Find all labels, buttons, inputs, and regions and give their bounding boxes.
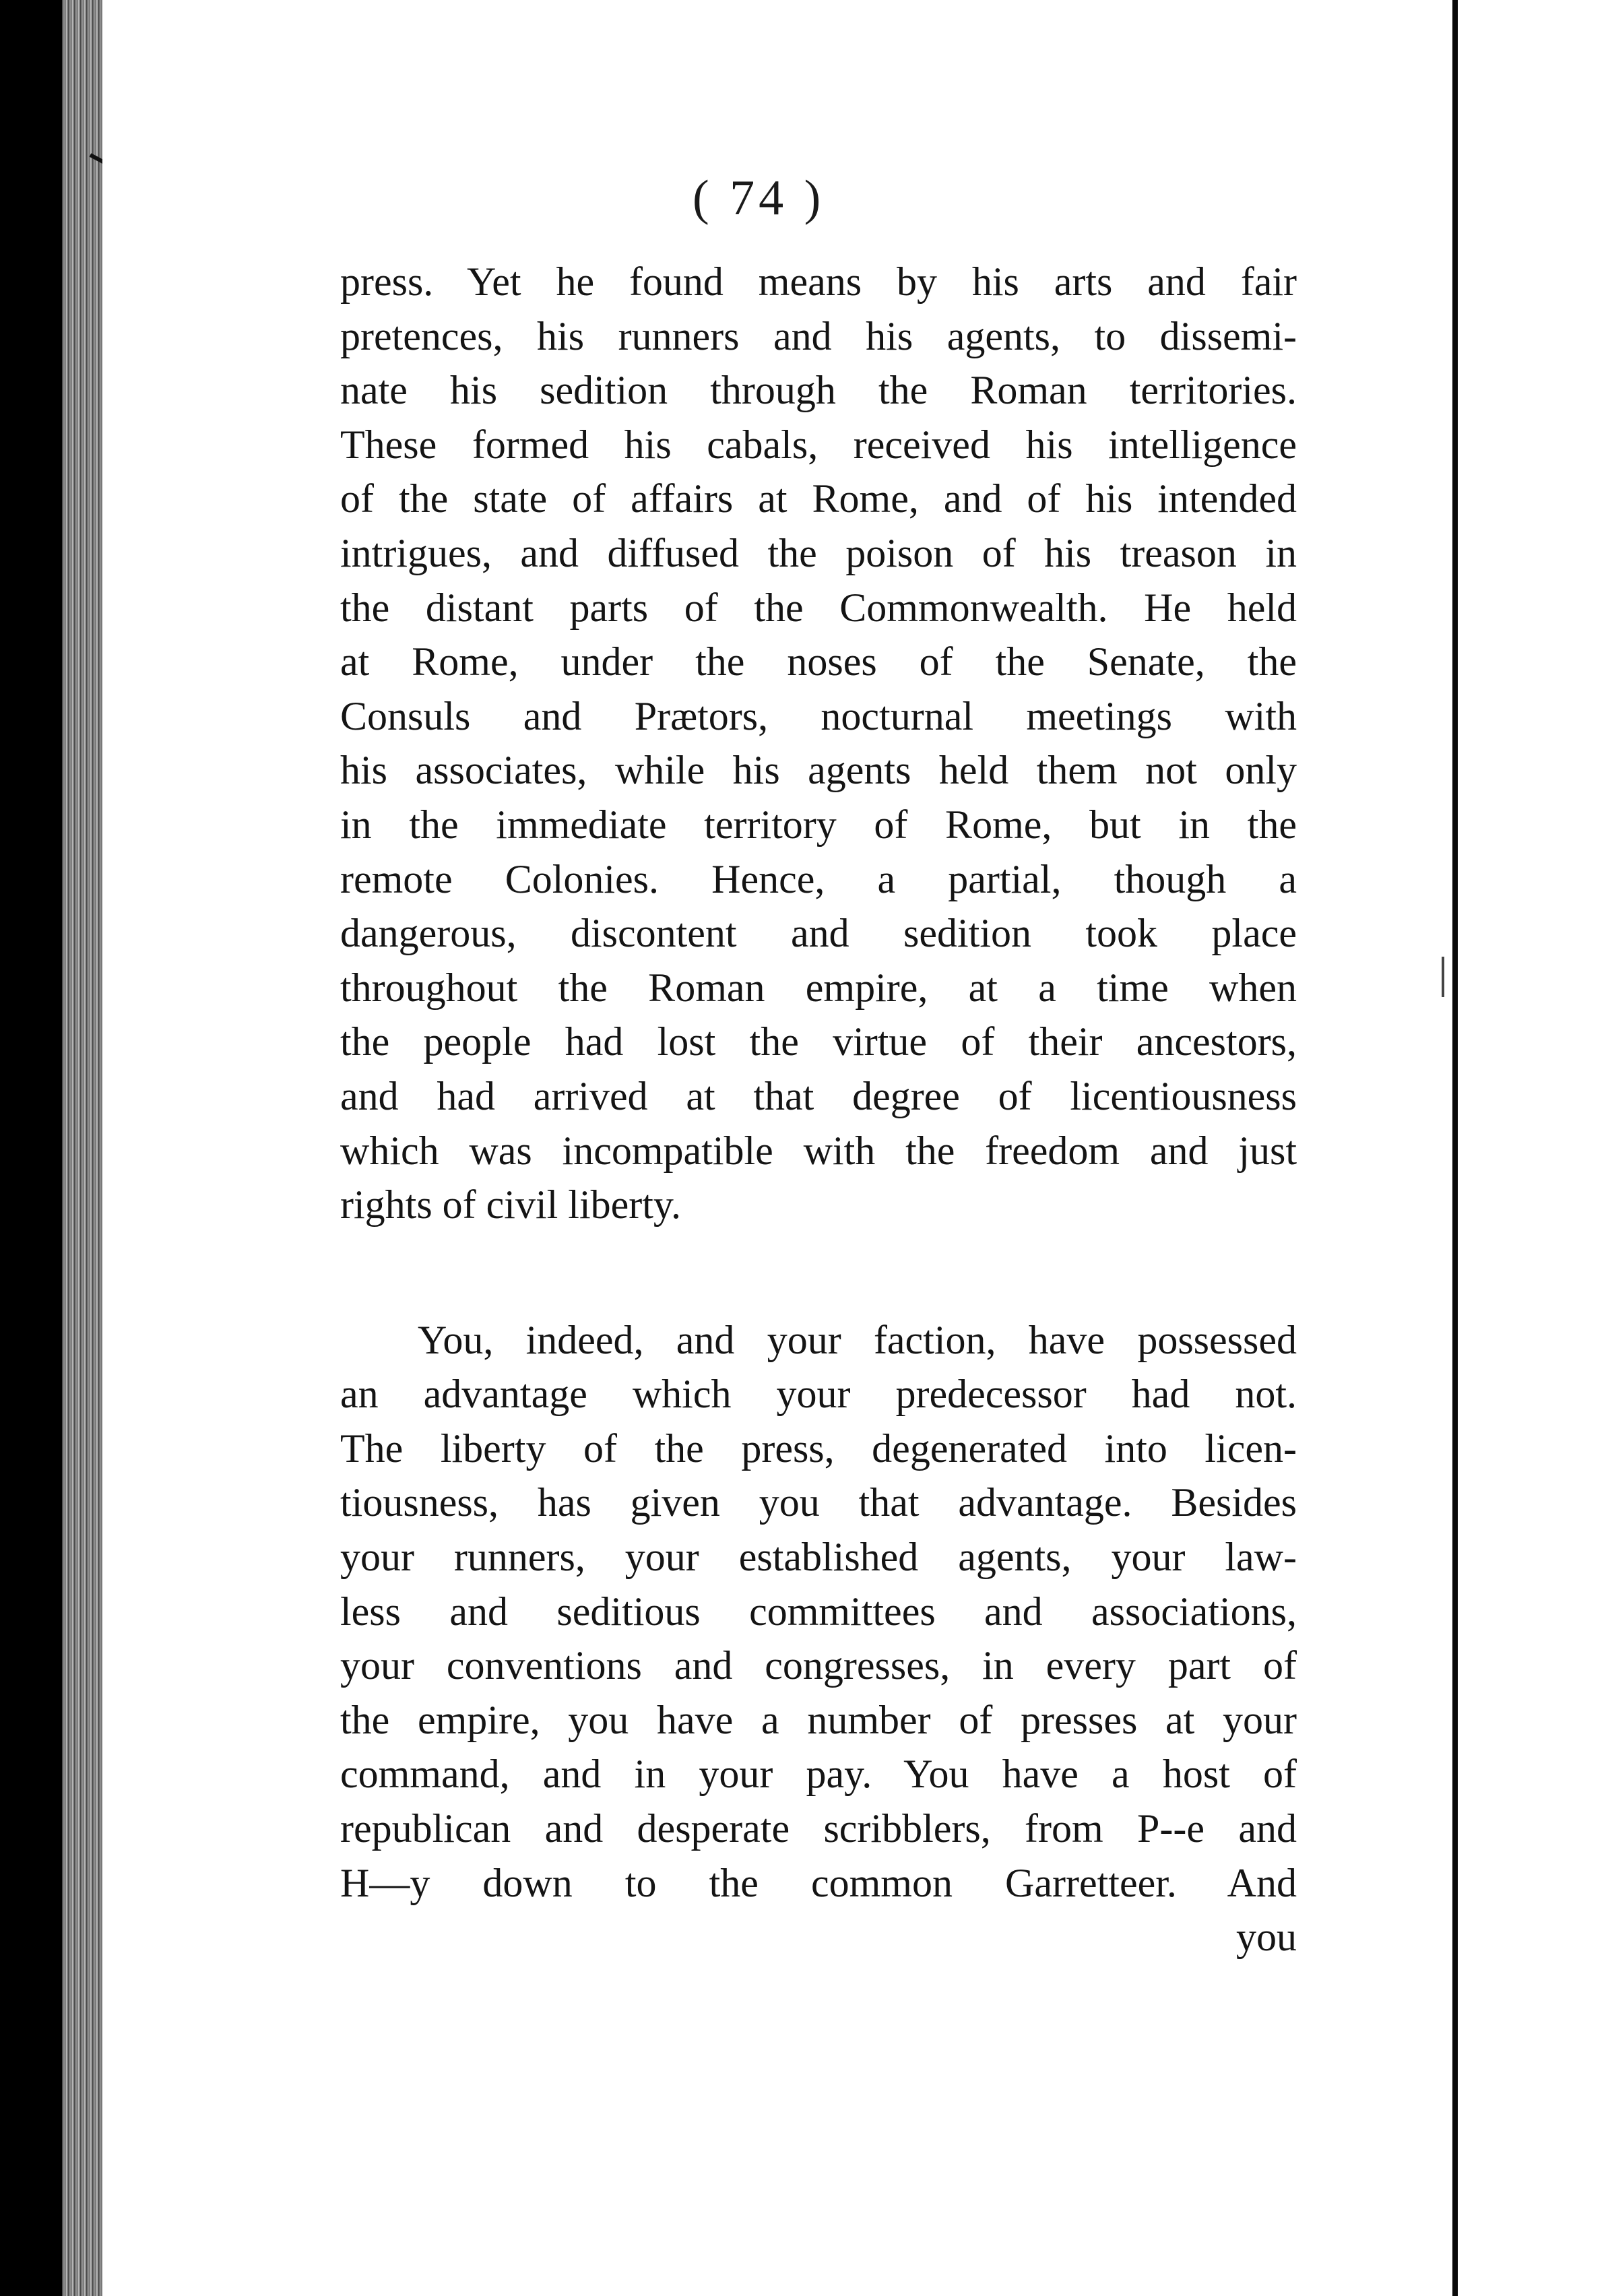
text-line: press. Yet he found means by his arts and fair xyxy=(340,259,1297,304)
text-line: H—y down to the common Garretteer. And xyxy=(340,1860,1297,1905)
text-line: of the state of affairs at Rome, and of his intended xyxy=(340,476,1297,521)
paragraph-1 xyxy=(340,255,1297,1232)
text-line: less and seditious committees and associations, xyxy=(340,1589,1297,1634)
paragraph-2 xyxy=(340,1313,1297,1911)
text-line: pretences, his runners and his agents, to dissemi- xyxy=(340,313,1297,358)
page-edges xyxy=(62,0,102,2296)
text-line: intrigues, and diffused the poison of his treason in xyxy=(340,530,1297,575)
text-line: You, indeed, and your faction, have possessed xyxy=(418,1317,1297,1362)
text-line: and had arrived at that degree of licentiousness xyxy=(340,1073,1297,1118)
text-line: the distant parts of the Commonwealth. He held xyxy=(340,585,1297,630)
text-line: at Rome, under the noses of the Senate, the xyxy=(340,639,1297,684)
text-line: Consuls and Prætors, nocturnal meetings with xyxy=(340,693,1297,738)
catchword: you xyxy=(1236,1915,1297,1960)
text-line: your conventions and congresses, in every part of xyxy=(340,1643,1297,1688)
text-line: The liberty of the press, degenerated into licen- xyxy=(340,1426,1297,1471)
margin-mark xyxy=(1442,957,1444,997)
text-line: the people had lost the virtue of their ancestors, xyxy=(340,1019,1297,1064)
text-line: command, and in your pay. You have a host of xyxy=(340,1752,1297,1797)
text-line: his associates, while his agents held them not only xyxy=(340,748,1297,793)
text-line: republican and desperate scribblers, from P--e and xyxy=(340,1806,1297,1851)
body-text xyxy=(340,255,1297,1964)
text-line: throughout the Roman empire, at a time when xyxy=(340,965,1297,1010)
text-line: the empire, you have a number of presses at your xyxy=(340,1697,1297,1742)
text-line: your runners, your established agents, your law- xyxy=(340,1535,1297,1580)
text-line: dangerous, discontent and sedition took place xyxy=(340,911,1297,956)
text-line: remote Colonies. Hence, a partial, though a xyxy=(340,856,1297,901)
gutter-line xyxy=(1452,0,1458,2296)
text-line: rights of civil liberty. xyxy=(340,1182,682,1227)
text-line: These formed his cabals, received his intelligence xyxy=(340,422,1297,467)
right-margin xyxy=(1458,0,1606,2296)
text-line: which was incompatible with the freedom and just xyxy=(340,1128,1297,1173)
text-line: in the immediate territory of Rome, but in the xyxy=(340,802,1297,847)
text-line: tiousness, has given you that advantage. Besides xyxy=(340,1480,1297,1525)
page-number: ( 74 ) xyxy=(693,170,825,226)
text-line: nate his sedition through the Roman territories. xyxy=(340,368,1297,413)
text-line: an advantage which your predecessor had not. xyxy=(340,1372,1297,1417)
